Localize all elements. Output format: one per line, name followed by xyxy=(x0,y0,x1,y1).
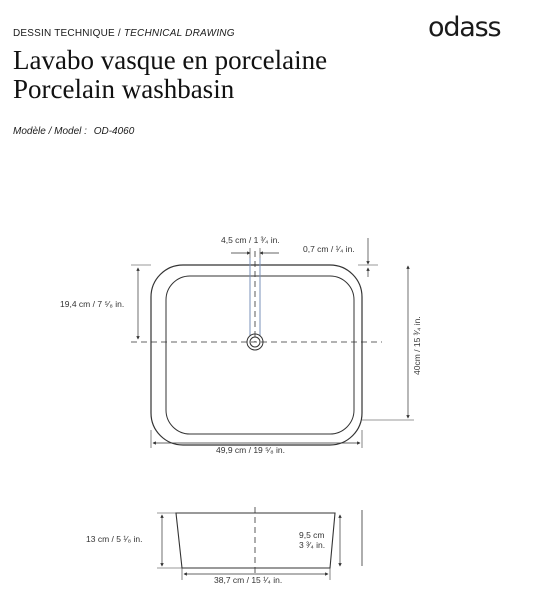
dim-total-depth: 40cm / 15 ³⁄₄ in. xyxy=(412,316,422,375)
top-view xyxy=(60,235,422,455)
model-code: OD-4060 xyxy=(93,126,135,137)
dim-rim-thickness: 0,7 cm / ¹⁄₄ in. xyxy=(303,244,355,254)
model-label: Modèle / Model : xyxy=(13,126,87,137)
drawing-type-fr: DESSIN TECHNIQUE / xyxy=(13,28,121,39)
title-en: Porcelain washbasin xyxy=(13,74,235,104)
title-fr: Lavabo vasque en porcelaine xyxy=(13,45,328,75)
dim-inner-height-imperial: 3 ³⁄₄ in. xyxy=(299,540,326,550)
drawing-type-en: TECHNICAL DRAWING xyxy=(123,28,235,39)
dim-drain-width: 4,5 cm / 1 ³⁄₄ in. xyxy=(221,235,280,245)
dim-base-width: 38,7 cm / 15 ¹⁄₄ in. xyxy=(214,575,283,585)
basin-outer-outline xyxy=(151,265,362,445)
dim-depth-to-drain: 19,4 cm / 7 ⁵⁄₈ in. xyxy=(60,299,125,309)
side-view xyxy=(86,507,362,585)
dim-total-width: 49,9 cm / 19 ⁵⁄₈ in. xyxy=(216,445,285,455)
brand-logo: odass xyxy=(428,12,501,43)
dim-inner-height-metric: 9,5 cm xyxy=(299,530,325,540)
dim-height: 13 cm / 5 ¹⁄₈ in. xyxy=(86,534,143,544)
